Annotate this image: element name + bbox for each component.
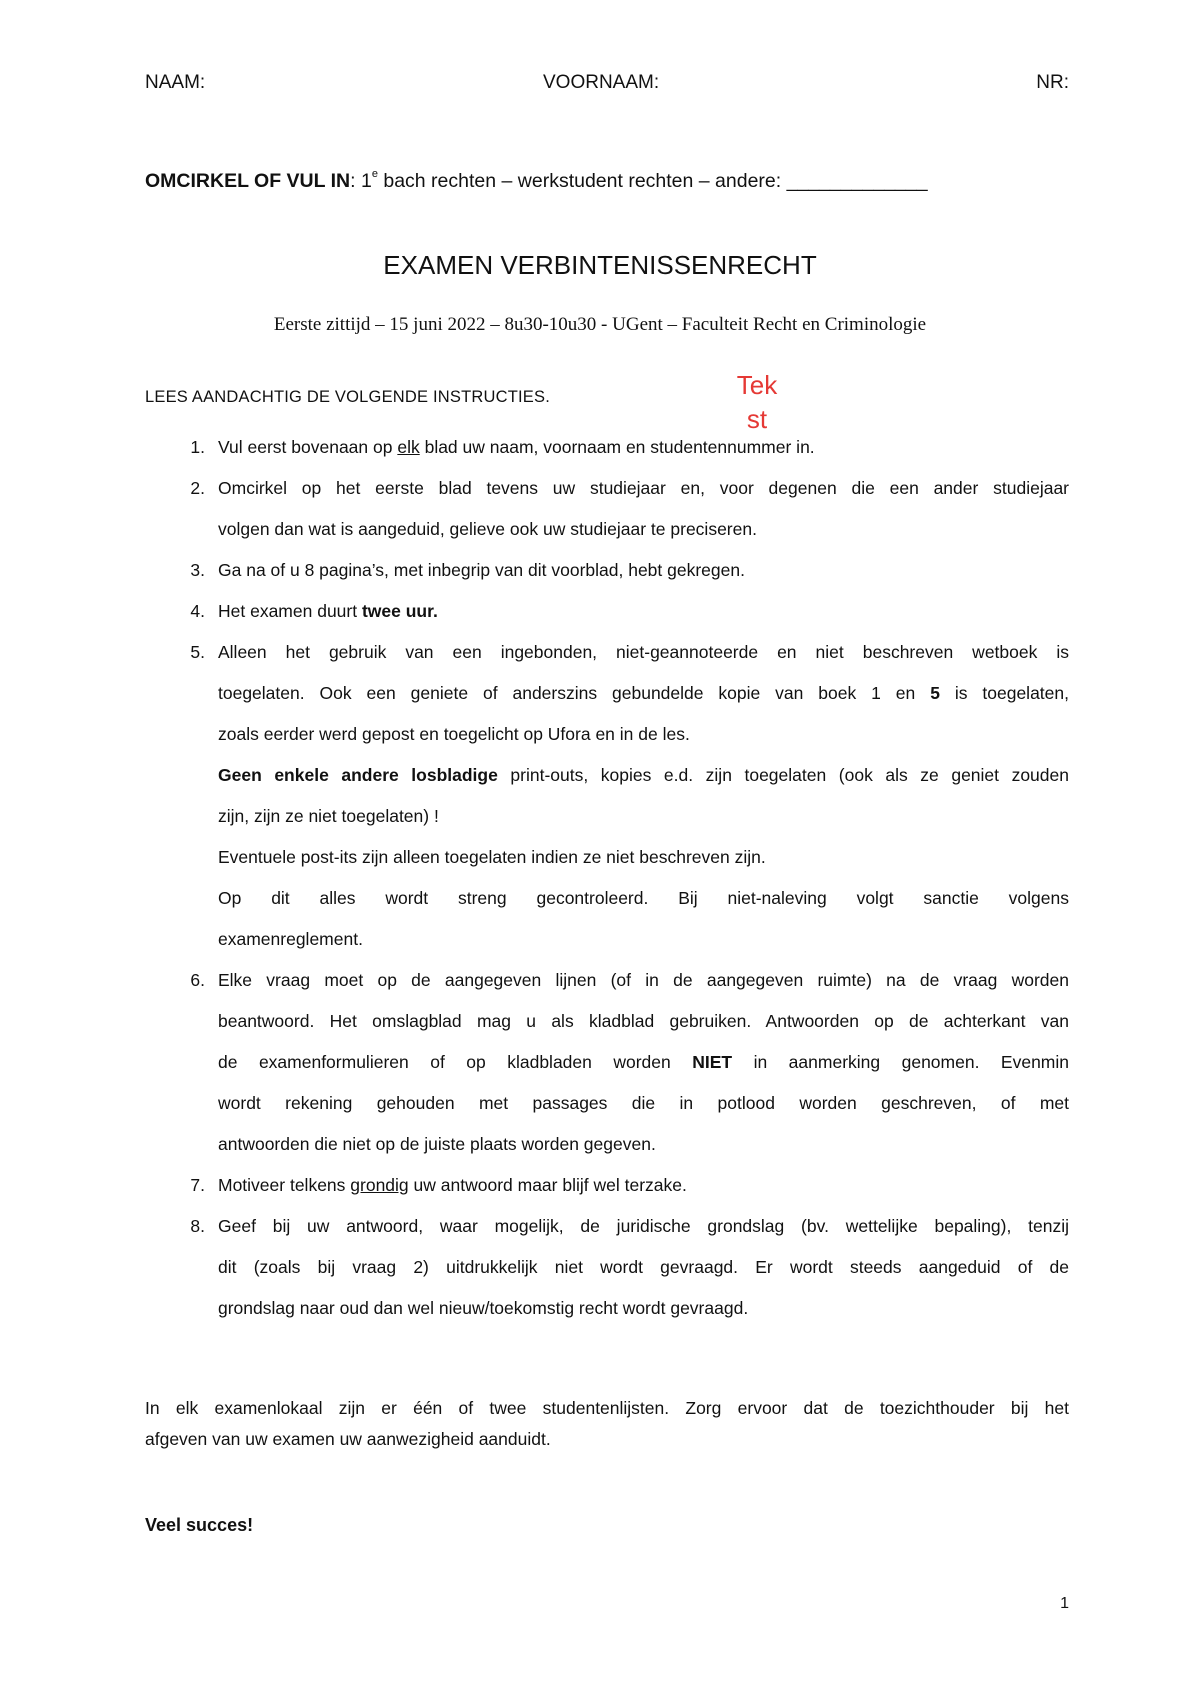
- item-number: 6.: [190, 970, 205, 990]
- instructions-heading: LEES AANDACHTIG DE VOLGENDE INSTRUCTIES.: [145, 388, 550, 406]
- item-number: 1.: [190, 437, 205, 457]
- item-number: 4.: [190, 601, 205, 621]
- item-text: Geef bij uw antwoord, waar mogelijk, de juridische grondslag (bv. wettelijke bepaling), tenzij dit (zoals bij vraag 2) uitdrukkelijk niet wordt gevraagd. Er wordt steeds aangeduid of de grondslag naar oud dan wel nieuw/toekomstig recht wordt gevraagd.: [218, 1216, 1069, 1318]
- item-number: 7.: [190, 1175, 205, 1195]
- closing-paragraph: In elk examenlokaal zijn er één of twee studentenlijsten. Zorg ervoor dat de toezichthouder bij het afgeven van uw examen uw aanwezigheid aanduidt.: [145, 1398, 1069, 1449]
- study-year-line: [145, 170, 928, 193]
- item-text: Het examen duurt twee uur.: [218, 601, 438, 621]
- item-number: 8.: [190, 1216, 205, 1236]
- stray-text-line-1: Tek: [736, 370, 778, 400]
- item-text: Elke vraag moet op de aangegeven lijnen (of in de aangegeven ruimte) na de vraag worden beantwoord. Het omslagblad mag u als kladblad gebruiken. Antwoorden op de achterkant van de examenformulieren of op kladbladen worden NIET in aanmerking genomen. Evenmin wordt rekening gehouden met passages die in potlood worden geschreven, of met antwoorden die niet op de juiste plaats worden gegeven.: [218, 970, 1069, 1154]
- item-number: 3.: [190, 560, 205, 580]
- page-title: EXAMEN VERBINTENISSENRECHT: [383, 250, 817, 280]
- study-year-colon: : 1: [350, 170, 372, 192]
- item-text: Ga na of u 8 pagina’s, met inbegrip van dit voorblad, hebt gekregen.: [218, 560, 745, 580]
- naam-label: NAAM:: [145, 72, 206, 93]
- page-number: 1: [1060, 1595, 1069, 1612]
- exam-subtitle: Eerste zittijd – 15 juni 2022 – 8u30-10u30 - UGent – Faculteit Recht en Criminologie: [273, 314, 927, 335]
- study-year-options: bach rechten – werkstudent rechten – andere: _____________: [377, 170, 928, 192]
- item-text: Vul eerst bovenaan op elk blad uw naam, voornaam en studentennummer in.: [218, 437, 815, 457]
- item-number: 5.: [190, 642, 205, 662]
- success-message: Veel succes!: [145, 1515, 254, 1535]
- item-text: Alleen het gebruik van een ingebonden, niet-geannoteerde en niet beschreven wetboek is toegelaten. Ook een geniete of anderszins gebundelde kopie van boek 1 en 5 is toegelaten, zoals eerder werd gepost en toegelicht op Ufora en in de les. Geen enkele andere losbladige print-outs, kopies e.d. zijn toegelaten (ook als ze geniet zouden zijn, zijn ze niet toegelaten) ! Eventuele post-its zijn alleen toegelaten indien ze niet beschreven zijn. Op dit alles wordt streng gecontroleerd. Bij niet-naleving volgt sanctie volgens examenreglement.: [218, 642, 1069, 949]
- item-text: Motiveer telkens grondig uw antwoord maar blijf wel terzake.: [218, 1175, 687, 1195]
- stray-text-line-2: st: [746, 404, 768, 434]
- study-year-superscript: e: [371, 168, 378, 180]
- study-year-label: OMCIRKEL OF VUL IN: [145, 170, 351, 192]
- nr-label: NR:: [1036, 72, 1069, 93]
- stray-text-box: [732, 368, 782, 436]
- item-text: Omcirkel op het eerste blad tevens uw studiejaar en, voor degenen die een ander studiejaar volgen dan wat is aangeduid, gelieve ook uw studiejaar te preciseren.: [218, 478, 1069, 539]
- item-number: 2.: [190, 478, 205, 498]
- voornaam-label: VOORNAAM:: [543, 72, 660, 93]
